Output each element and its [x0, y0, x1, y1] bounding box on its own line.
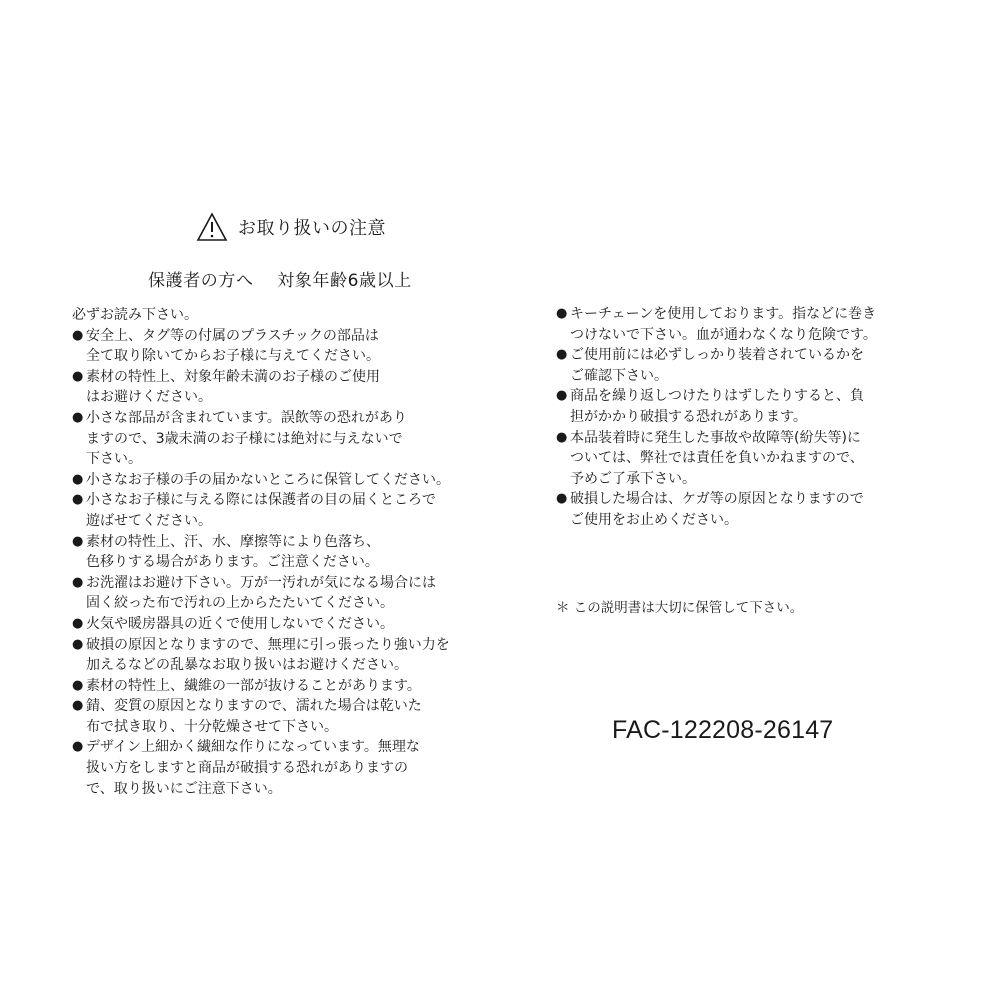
list-item [72, 367, 492, 408]
bullet-icon: ● [72, 492, 84, 508]
list-item [72, 696, 492, 737]
title-row [196, 212, 386, 242]
page-subtitle: 保護者の方へ 対象年齢6歳以上 [148, 271, 412, 291]
list-item [72, 408, 492, 470]
list-item [556, 489, 936, 530]
list-item [72, 326, 492, 367]
list-item-text: 破損した場合は、ケガ等の原因となりますので ご使用をお止めください。 [570, 491, 864, 528]
bullet-icon: ● [72, 574, 84, 590]
list-item-text: 素材の特性上、繊維の一部が抜けることがあります。 [86, 677, 421, 694]
list-item-text: キーチェーンを使用しております。指などに巻き つけないで下さい。血が通わなくなり危険です。 [570, 306, 877, 343]
list-item-text: 本品装着時に発生した事故や故障等(紛失等)に ついては、弊社では責任を負いかねますので、 予めご了承下さい。 [570, 429, 864, 487]
list-item [72, 532, 492, 573]
list-item-text: 安全上、タグ等の付属のプラスチックの部品は 全て取り除いてからお子様に与えてください。 [86, 327, 380, 365]
page-title: お取り扱いの注意 [238, 218, 386, 239]
bullet-icon: ● [556, 491, 568, 507]
list-item [72, 737, 492, 799]
list-item [72, 573, 492, 614]
bullet-icon: ● [556, 347, 568, 363]
bullet-icon: ● [72, 615, 84, 631]
bullet-icon: ● [556, 429, 568, 445]
bullet-icon: ● [72, 533, 84, 549]
list-item [72, 490, 492, 531]
list-item-text: 素材の特性上、汗、水、摩擦等により色落ち、 色移りする場合があります。ご注意ください。 [86, 533, 380, 571]
list-item-text: ご使用前には必ずしっかり装着されているかを ご確認下さい。 [570, 347, 864, 384]
bullet-icon: ● [72, 698, 84, 714]
left-item-list [72, 326, 492, 800]
intro-text: 必ずお読み下さい。 [72, 307, 198, 323]
list-item-text: お洗濯はお避け下さい。万が一汚れが気になる場合には 固く絞った布で汚れの上からたたいてください。 [86, 574, 436, 612]
list-item [72, 614, 492, 635]
right-item-list [556, 304, 936, 531]
list-item [72, 635, 492, 676]
bullet-icon: ● [72, 327, 84, 343]
list-item [556, 345, 936, 386]
bullet-icon: ● [72, 409, 84, 425]
list-item-text: デザイン上細かく繊細な作りになっています。無理な 扱い方をしますと商品が破損する恐れがありますの で、取り扱いにご注意下さい。 [86, 739, 420, 797]
list-item [556, 386, 936, 427]
list-item [72, 676, 492, 697]
warning-triangle-icon [196, 212, 228, 242]
bullet-icon: ● [72, 739, 84, 755]
list-item-text: 商品を繰り返しつけたりはずしたりすると、負 担がかかり破損する恐れがあります。 [570, 388, 864, 425]
list-item-text: 破損の原因となりますので、無理に引っ張ったり強い力を 加えるなどの乱暴なお取り扱いはお避けください。 [86, 636, 450, 674]
bullet-icon: ● [72, 636, 84, 652]
list-item-text: 素材の特性上、対象年齢未満のお子様のご使用 はお避けください。 [86, 368, 380, 406]
right-column [556, 304, 936, 531]
list-item-text: 小さな部品が含まれています。誤飲等の恐れがあり ますので、3歳未満のお子様には絶対に与えないで 下さい。 [86, 409, 407, 468]
list-item-text: 小さなお子様の手の届かないところに保管してください。 [86, 471, 450, 488]
bullet-icon: ● [556, 306, 568, 321]
list-item [556, 304, 936, 345]
left-column [72, 305, 492, 799]
bullet-icon: ● [72, 677, 84, 693]
product-code: FAC-122208-26147 [612, 716, 834, 744]
list-item [556, 428, 936, 490]
keep-manual-note: ＊ この説明書は大切に保管して下さい。 [556, 600, 804, 616]
bullet-icon: ● [556, 388, 568, 404]
bullet-icon: ● [72, 471, 84, 487]
bullet-icon: ● [72, 368, 84, 384]
list-item-text: 錆、変質の原因となりますので、濡れた場合は乾いた 布で拭き取り、十分乾燥させて下さい。 [86, 698, 422, 735]
list-item-text: 火気や暖房器具の近くで使用しないでください。 [86, 615, 394, 632]
list-item-text: 小さなお子様に与える際には保護者の目の届くところで 遊ばせてください。 [86, 492, 436, 529]
list-item [72, 470, 492, 491]
